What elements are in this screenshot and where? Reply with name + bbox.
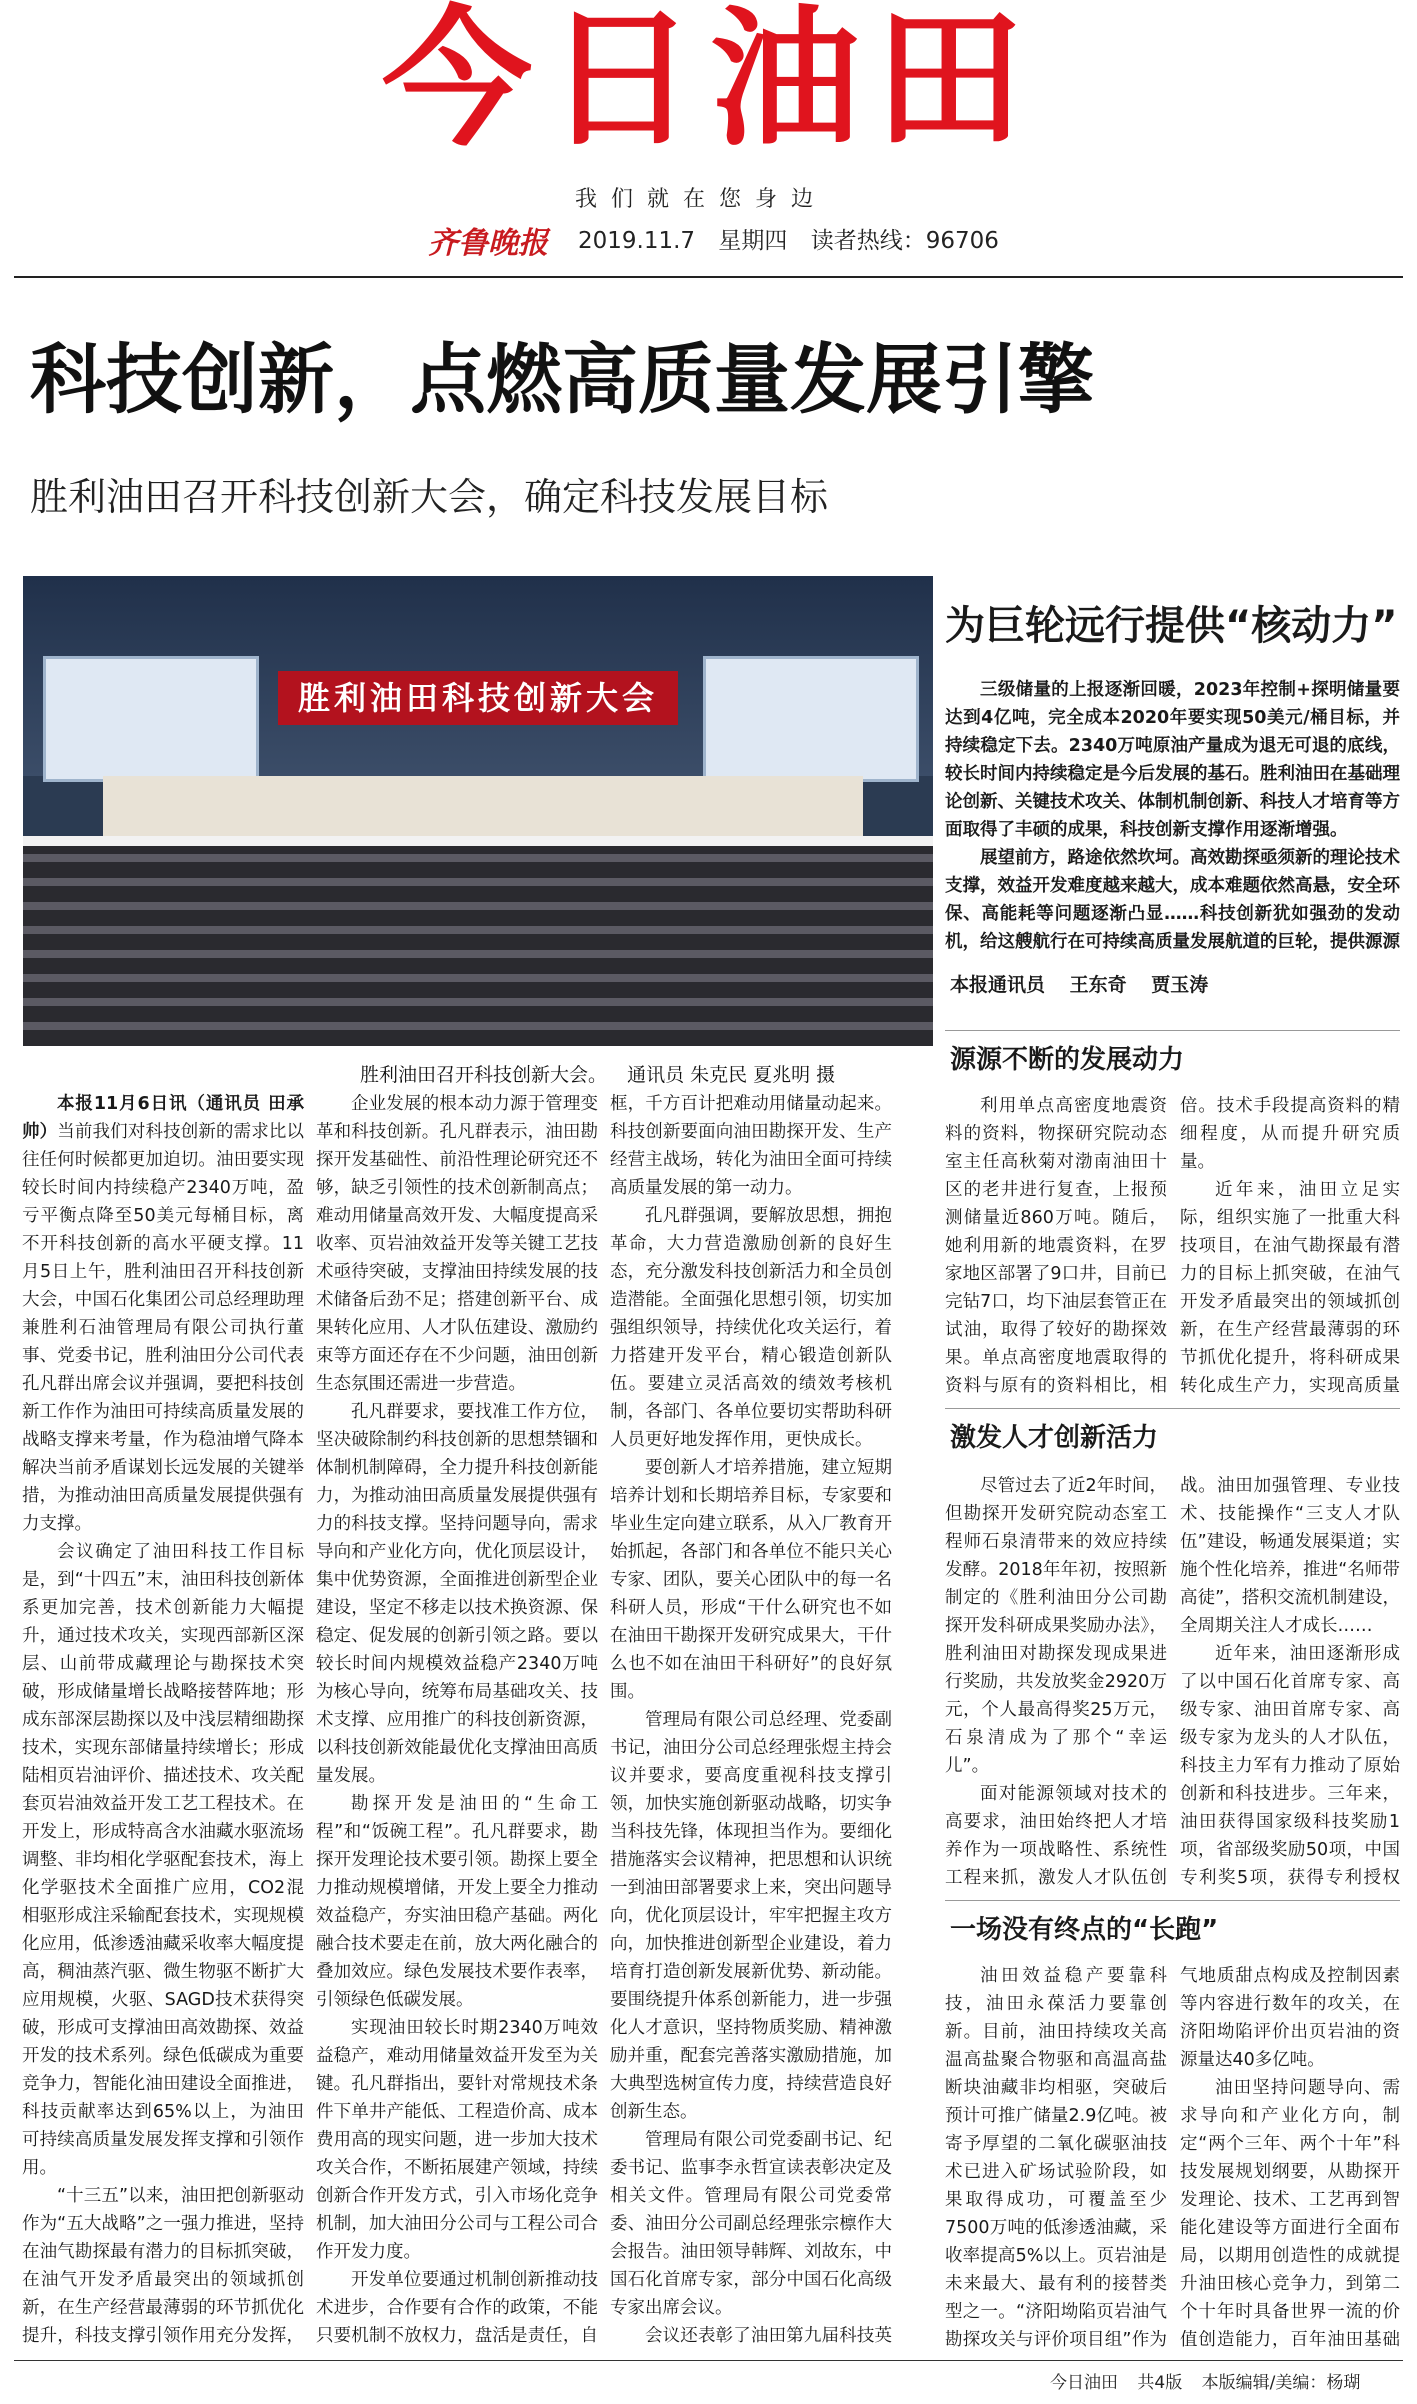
page-footer — [1050, 2368, 1374, 2393]
section-title-3: 一场没有终点的“长跑” — [950, 1915, 1219, 1945]
main-story-paragraph: 会议确定了油田科技工作目标是，到“十四五”末，油田科技创新体系更加完善，技术创新能力大幅提升，通过技术攻关，实现西部新区深层、山前带成藏理论与勘探技术突破，形成储量增长战略接替阵地；形成东部深层勘探以及中浅层精细勘探技术，实现东部储量持续增长；形成陆相页岩油评价、描述技术、攻关配套页岩油效益开发工艺工程技术。在开发上，形成特高含水油藏水驱流场调整、非均相化学驱配套技术，海上化学驱技术全面推广应用，CO2混相驱形成注采输配套技术，实现规模化应用，低渗透油藏采收率大幅度提高，稠油蒸汽驱、微生物驱不断扩大应用规模，火驱、SAGD技术获得突破，形成可支撑油田高效勘探、效益开发的技术系列。绿色低碳成为重要竞争力，智能化油田建设全面推进，科技贡献率达到65%以上，为油田可持续高质量发展发挥支撑和引领作用。 — [22, 1542, 304, 2178]
main-story-paragraph: 会议还表彰了油田第九届科技英 — [645, 2326, 892, 2346]
photo-right-screen — [703, 656, 919, 782]
section-title-1: 源源不断的发展动力 — [950, 1045, 1185, 1075]
section-3-text: 油田效益稳产要靠科技，油田永葆活力要靠创新。目前，油田持续攻关高温高盐聚合物驱和高温高盐断块油藏非均相驱，突破后预计可推广储量2.9亿吨。被寄予厚望的二氧化碳驱油技术已进入矿场试验阶段，如果取得成功，可覆盖至少7500万吨的低渗透油藏，采收率提高5%以上。页岩油是未来最大、最有利的接替类型之一。“济阳坳陷页岩油气勘探攻关与评价项目组”作为 — [945, 1966, 1167, 2350]
main-story-paragraph: 勘探开发是油田的“生命工程”和“饭碗工程”。孔凡群要求，勘探开发理论技术要引领。勘探上要全力推动规模增储，开发上要全力推动效益稳产，夯实油田稳产基础。两化融合技术要走在前，放大两化融合的叠加效应。绿色发展技术要作表率，引领绿色低碳发展。 — [316, 1794, 598, 2010]
main-story-col-3 — [610, 1090, 892, 2352]
photo-audience — [23, 846, 933, 1046]
footer-section: 今日油田 — [1050, 2373, 1118, 2393]
section-title-2: 激发人才创新活力 — [950, 1423, 1159, 1453]
masthead-tagline: 我们就在您身边 — [575, 187, 828, 212]
caption-credit: 通讯员 朱克民 夏兆明 摄 — [627, 1064, 836, 1086]
section-1-text: 利用单点高密度地震资料的资料，物探研究院动态室主任高秋菊对渤南油田十区的老井进行复查，上报预测储量近860万吨。随后，她利用新的地震资料，在罗家地区部署了9口井，目前已完钻7口，均下油层套管正在试油，取得了较好的勘探效果。单点高密度地震取得的资料与原有的资料相比，相 — [945, 1096, 1167, 1396]
issue-date: 2019.11.7 — [578, 228, 696, 254]
section-2-col-a — [945, 1472, 1167, 1892]
masthead-title: 今日油田 — [381, 0, 1038, 167]
main-story-paragraph: 管理局有限公司总经理、党委副书记，油田分公司总经理张煜主持会议并要求，要高度重视科技支撑引领，加快实施创新驱动战略，切实争当科技先锋，体现担当作为。要细化措施落实会议精神，把思想和认识统一到油田部署要求上来，突出问题导向，优化顶层设计，牢牢把握主攻方向，加快推进创新型企业建设，着力培育打造创新发展新优势、新动能。要围绕提升体系创新能力，进一步强化人才意识，坚持物质奖励、精神激励并重，配套完善落实激励措施，加大典型选树宣传力度，持续营造良好创新生态。 — [610, 1710, 892, 2122]
section-divider — [945, 1030, 1400, 1031]
main-story-paragraph: 实现油田较长时期2340万吨效益稳产，难动用储量效益开发至为关键。孔凡群指出，要针对常规技术条件下单井产能低、工程造价高、成本费用高的现实问题，进一步加大技术攻关合作，不断拓展建产领域，持续创新合作开发方式，引入市场化竞争机制，加大油田分公司与工程公司合作开发力度。 — [316, 2018, 598, 2262]
main-subhead: 胜利油田召开科技创新大会，确定科技发展目标 — [30, 475, 829, 519]
section-1-col-b — [1180, 1092, 1400, 1397]
photo-podium — [103, 776, 863, 836]
sidebar-byline — [950, 970, 1226, 997]
section-divider — [945, 1900, 1400, 1901]
footer-editor: 本版编辑/美编：杨瑚 — [1201, 2373, 1361, 2393]
main-story-paragraph: 开发单位要通过机制创新推动技术进步，合作要有合作的政策，不能只要机制不放权力，盘活是责任，自 — [316, 2270, 598, 2346]
section-3-col-a — [945, 1962, 1167, 2352]
section-3-text: 气地质甜点构成及控制因素等内容进行数年的攻关，在济阳坳陷评价出页岩油的资源量达40多亿吨。 — [1180, 1966, 1400, 2070]
main-story-paragraph: 框，千方百计把难动用储量动起来。科技创新要面向油田勘探开发、生产经营主战场，转化为油田全面可持续高质量发展的第一动力。 — [610, 1094, 892, 1198]
main-story-paragraph: 企业发展的根本动力源于管理变革和科技创新。孔凡群表示，油田勘探开发基础性、前沿性理论研究还不够，缺乏引领性的技术创新制高点；难动用储量高效开发、大幅度提高采收率、页岩油效益开发等关键工艺技术亟待突破，支撑油田持续发展的技术储备后劲不足；搭建创新平台、成果转化应用、人才队伍建设、激励约束等方面还存在不少问题，油田创新生态氛围还需进一步营造。 — [316, 1094, 598, 1394]
sidebar-body — [945, 676, 1400, 956]
masthead-rule — [14, 276, 1403, 278]
photo-left-screen — [43, 656, 259, 782]
sidebar-paragraph: 三级储量的上报逐渐回暖，2023年控制+探明储量要达到4亿吨，完全成本2020年要实现50美元/桶目标，并持续稳定下去。2340万吨原油产量成为退无可退的底线，较长时间内持续稳定是今后发展的基石。胜利油田在基础理论创新、关键技术攻关、体制机制创新、科技人才培育等方面取得了丰硕的成果，科技创新支撑作用逐渐增强。 — [945, 680, 1400, 840]
sidebar-title: 为巨轮远行提供“核动力” — [945, 603, 1398, 649]
lead-label: 本报11月6日讯（通讯员 田承帅） — [22, 1094, 304, 1142]
reader-hotline: 读者热线：96706 — [810, 228, 999, 254]
main-story-paragraph — [22, 1090, 304, 1538]
date-line — [578, 222, 1015, 255]
byline-name: 王东奇 — [1069, 974, 1127, 996]
footer-pages: 共4版 — [1137, 2373, 1183, 2393]
section-2-col-b — [1180, 1472, 1400, 1892]
main-headline: 科技创新，点燃高质量发展引擎 — [30, 335, 1094, 424]
conference-photo — [23, 576, 933, 1046]
paper-logo: 齐鲁晚报 — [428, 226, 548, 261]
section-2-text: 面对能源领域对技术的高要求，油田始终把人才培养作为一项战略性、系统性工程来抓，激发人才队伍创 — [945, 1784, 1167, 1888]
section-2-text: 近年来，油田逐渐形成了以中国石化首席专家、高级专家、油田首席专家、高级专家为龙头的人才队伍，科技主力军有力推动了原始创新和科技进步。三年来，油田获得国家级科技奖励1项，省部级奖励50项，中国专利奖5项，获得专利授权 — [1180, 1644, 1400, 1888]
main-story-col-2 — [316, 1090, 598, 2352]
main-story-paragraph: 管理局有限公司党委副书记、纪委书记、监事李永哲宣读表彰决定及相关文件。管理局有限公司党委常委、油田分公司副总经理张宗檩作大会报告。油田领导韩辉、刘故东，中国石化首席专家，部分中国石化高级专家出席会议。 — [610, 2130, 892, 2318]
issue-weekday: 星期四 — [718, 228, 788, 254]
sidebar-paragraph: 展望前方，路途依然坎坷。高效勘探亟须新的理论技术支撑，效益开发难度越来越大，成本难题依然高悬，安全环保、高能耗等问题逐渐凸显……科技创新犹如强劲的发动机，给这艘航行在可持续高质量发展航道的巨轮，提供源源 — [945, 848, 1400, 952]
photo-caption — [360, 1060, 849, 1087]
lead-text: 当前我们对科技创新的需求比以往任何时候都更加迫切。油田要实现较长时间内持续稳产2340万吨，盈亏平衡点降至50美元每桶目标，离不开科技创新的高水平硬支撑。11月5日上午，胜利油田召开科技创新大会，中国石化集团公司总经理助理兼胜利石油管理局有限公司执行董事、党委书记，胜利油田分公司代表孔凡群出席会议并强调，要把科技创新工作作为油田可持续高质量发展的战略支撑来考量，作为稳油增气降本解决当前矛盾谋划长远发展的关键举措，为推动油田高质量发展提供强有力支撑。 — [22, 1122, 304, 1534]
section-1-text: 倍。技术手段提高资料的精细程度，从而提升研究质量。 — [1180, 1096, 1400, 1172]
caption-text: 胜利油田召开科技创新大会。 — [360, 1064, 608, 1086]
byline-name: 贾玉涛 — [1151, 974, 1209, 996]
main-story-paragraph: 要创新人才培养措施，建立短期培养计划和长期培养目标，专家要和毕业生定向建立联系，从入厂教育开始抓起，各部门和各单位不能只关心专家、团队，要关心团队中的每一名科研人员，形成“干什么研究也不如在油田干勘探开发研究成果大，干什么也不如在油田干科研好”的良好氛围。 — [610, 1458, 892, 1702]
main-story-paragraph: “十三五”以来，油田把创新驱动作为“五大战略”之一强力推进，坚持在油气勘探最有潜力的目标抓突破，在油气开发矛盾最突出的领域抓创新，在生产经营最薄弱的环节抓优化提升，科技支撑引领作用充分发挥， — [22, 2186, 304, 2346]
photo-banner: 胜利油田科技创新大会 — [278, 671, 678, 725]
section-3-col-b — [1180, 1962, 1400, 2352]
byline-label: 本报通讯员 — [950, 974, 1046, 996]
section-3-text: 油田坚持问题导向、需求导向和产业化方向，制定“两个三年、两个十年”科技发展规划纲要，从勘探开发理论、技术、工艺再到智能化建设等方面进行全面布局，以期用创造性的成就提升油田核心竞争力，到第二个十年时具备世界一流的价值创造能力，百年油田基础 — [1180, 2078, 1400, 2350]
main-story-paragraph: 孔凡群要求，要找准工作方位，坚决破除制约科技创新的思想禁锢和体制机制障碍，全力提升科技创新能力，为推动油田高质量发展提供强有力的科技支撑。坚持问题导向，需求导向和产业化方向，优化顶层设计，集中优势资源，全面推进创新型企业建设，坚定不移走以技术换资源、保稳定、促发展的创新引领之路。要以较长时间内规模效益稳产2340万吨为核心导向，统筹布局基础攻关、技术支撑、应用推广的科技创新资源，以科技创新效能最优化支撑油田高质量发展。 — [316, 1402, 598, 1786]
main-story-paragraph: 孔凡群强调，要解放思想，拥抱革命，大力营造激励创新的良好生态，充分激发科技创新活力和全员创造潜能。全面强化思想引领，切实加强组织领导，持续优化攻关运行，着力搭建开发平台，精心锻造创新队伍。要建立灵活高效的绩效考核机制，各部门、各单位要切实帮助科研人员更好地发挥作用，更快成长。 — [610, 1206, 892, 1450]
section-1-col-a — [945, 1092, 1167, 1397]
section-2-text: 战。油田加强管理、专业技术、技能操作“三支人才队伍”建设，畅通发展渠道；实施个性化培养，推进“名师带高徒”，搭积交流机制建设，全周期关注人才成长…… — [1180, 1476, 1400, 1636]
footer-rule — [14, 2360, 1403, 2361]
section-2-text: 尽管过去了近2年时间，但勘探开发研究院动态室工程师石泉清带来的效应持续发酵。2018年年初，按照新制定的《胜利油田分公司勘探开发科研成果奖励办法》，胜利油田对勘探发现成果进行奖励，共发放奖金2920万元，个人最高得奖25万元，石泉清成为了那个“幸运儿”。 — [945, 1476, 1167, 1776]
section-divider — [945, 1408, 1400, 1409]
main-story-col-1 — [22, 1090, 304, 2352]
section-1-text: 近年来，油田立足实际，组织实施了一批重大科技项目，在油气勘探最有潜力的目标上抓突破，在油气开发矛盾最突出的领域抓创新，在生产经营最薄弱的环节抓优化提升，将科研成果转化成生产力，实现高质量 — [1180, 1180, 1400, 1396]
